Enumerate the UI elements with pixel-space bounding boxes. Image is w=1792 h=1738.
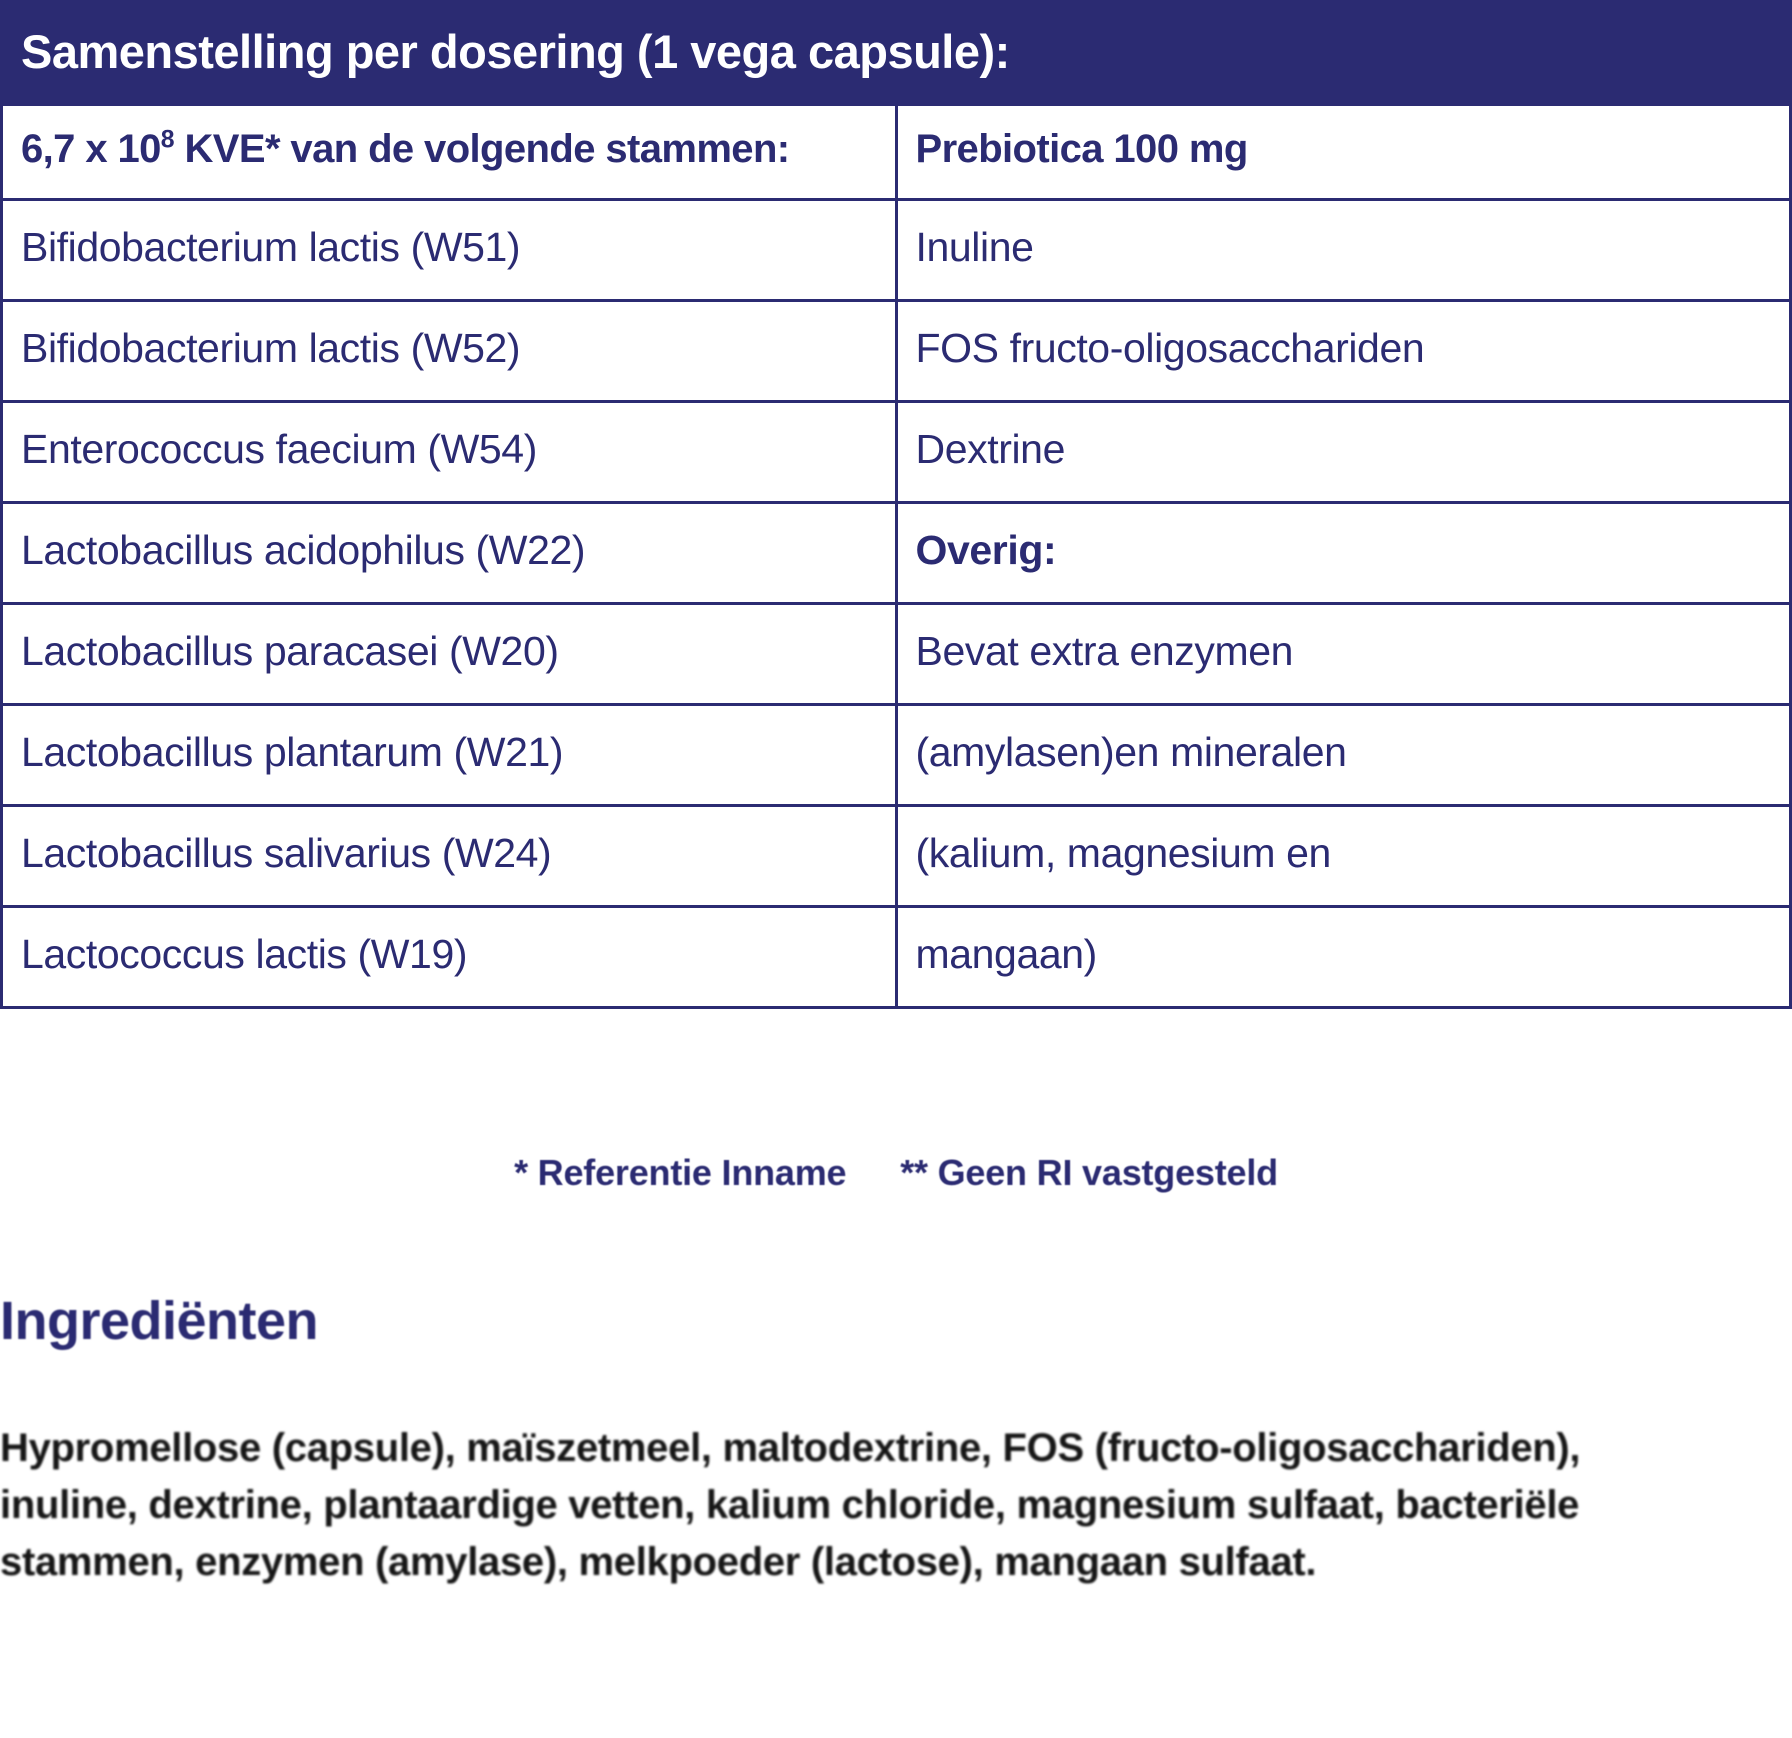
strain-name: Enterococcus faecium (W54) bbox=[2, 402, 897, 503]
table-row bbox=[2, 200, 1791, 301]
header-strains-exponent: 8 bbox=[160, 126, 174, 154]
strain-name: Lactobacillus salivarius (W24) bbox=[2, 806, 897, 907]
strain-name: Lactobacillus plantarum (W21) bbox=[2, 705, 897, 806]
table-row bbox=[2, 301, 1791, 402]
prebiotic-name: Inuline bbox=[896, 200, 1791, 301]
table-row bbox=[2, 604, 1791, 705]
header-strains-prefix: 6,7 x 10 bbox=[21, 126, 161, 171]
table-row bbox=[2, 907, 1791, 1008]
strain-name: Bifidobacterium lactis (W52) bbox=[2, 301, 897, 402]
header-strains-suffix: KVE* van de volgende stammen: bbox=[173, 126, 790, 171]
header-strains bbox=[2, 105, 897, 200]
table-row bbox=[2, 705, 1791, 806]
table-row bbox=[2, 806, 1791, 907]
footnotes bbox=[0, 1152, 1792, 1194]
prebiotic-name: Dextrine bbox=[896, 402, 1791, 503]
header-prebiotics: Prebiotica 100 mg bbox=[896, 105, 1791, 200]
other-text: mangaan) bbox=[896, 907, 1791, 1008]
table-title: Samenstelling per dosering (1 vega capsule): bbox=[2, 2, 1791, 105]
other-subheading: Overig: bbox=[896, 503, 1791, 604]
strain-name: Lactobacillus acidophilus (W22) bbox=[2, 503, 897, 604]
ingredients-heading: Ingrediënten bbox=[0, 1291, 319, 1351]
table-row bbox=[2, 503, 1791, 604]
ingredients-text: Hypromellose (capsule), maïszetmeel, maltodextrine, FOS (fructo-oligosacchariden), inuline, dextrine, plantaardige vetten, kalium chloride, magnesium sulfaat, bacteriële stammen, enzymen (amylase), melkpoeder (lactose), mangaan sulfaat. bbox=[0, 1426, 1581, 1584]
other-text: (kalium, magnesium en bbox=[896, 806, 1791, 907]
other-text: Bevat extra enzymen bbox=[896, 604, 1791, 705]
table-title-row bbox=[2, 2, 1791, 105]
prebiotic-name: FOS fructo-oligosacchariden bbox=[896, 301, 1791, 402]
table-row bbox=[2, 402, 1791, 503]
footnote-reference-intake: * Referentie Inname bbox=[514, 1152, 847, 1193]
table-header-row bbox=[2, 105, 1791, 200]
footnote-no-ri: ** Geen RI vastgesteld bbox=[900, 1152, 1278, 1193]
other-text: (amylasen)en mineralen bbox=[896, 705, 1791, 806]
strain-name: Bifidobacterium lactis (W51) bbox=[2, 200, 897, 301]
strain-name: Lactobacillus paracasei (W20) bbox=[2, 604, 897, 705]
strain-name: Lactococcus lactis (W19) bbox=[2, 907, 897, 1008]
